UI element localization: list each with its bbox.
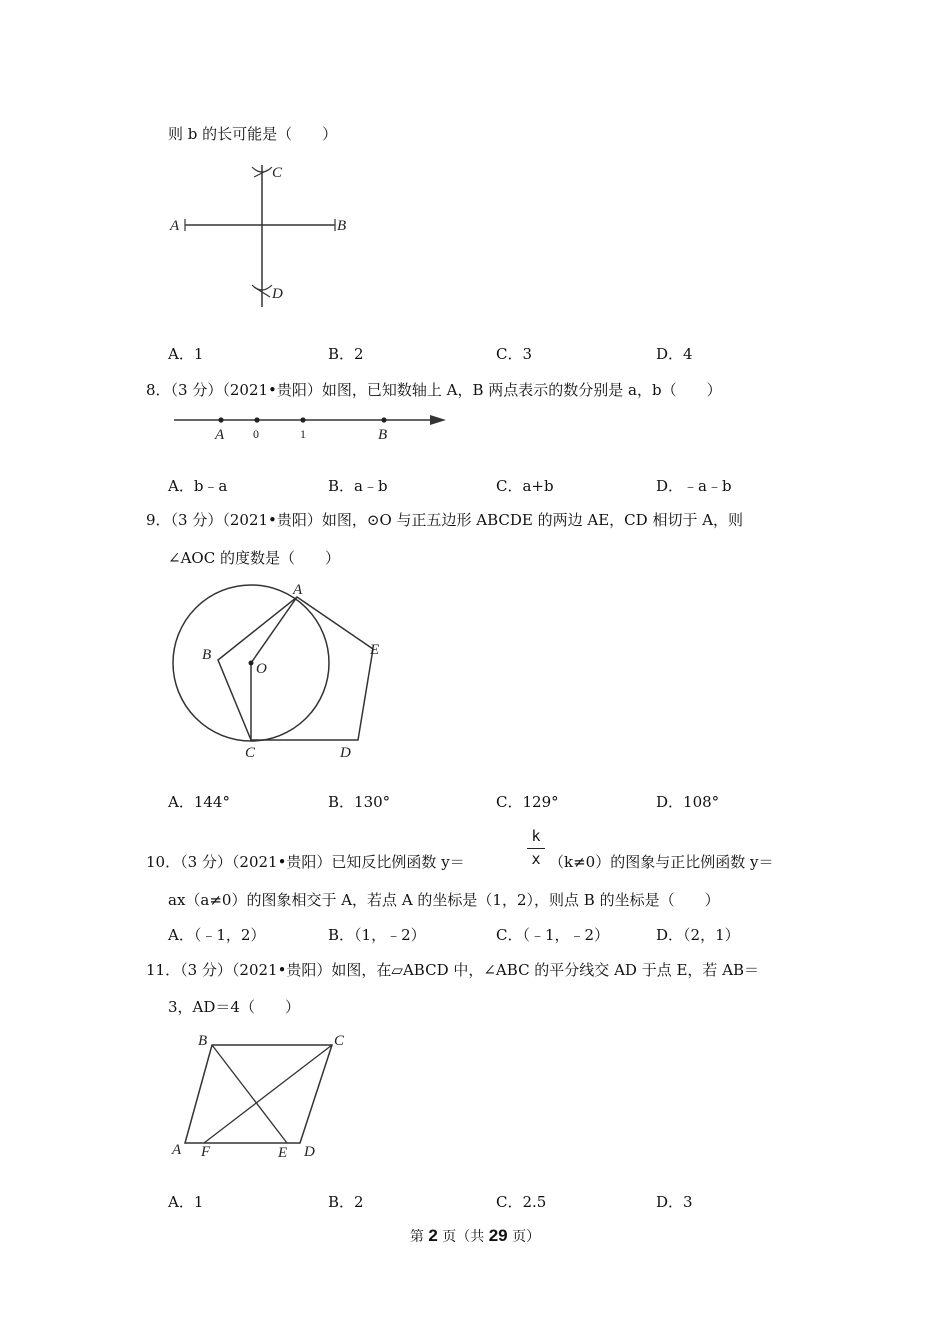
q7-label-c: C	[272, 165, 283, 181]
q10-stem-line1-b: （k≠0）的图象与正比例函数 y＝	[549, 853, 774, 871]
q11-label-a: A	[172, 1142, 182, 1158]
q7-label-b: B	[337, 218, 347, 234]
page-footer	[0, 1226, 950, 1246]
q8-option-b: B．a﹣b	[328, 477, 388, 495]
footer-pre: 第	[409, 1229, 424, 1245]
q9-option-d: D．108°	[656, 793, 720, 811]
q9-option-c: C．129°	[496, 793, 559, 811]
q8-point-a	[218, 417, 223, 422]
q8-point-b	[381, 417, 386, 422]
q9-label-c: C	[245, 745, 256, 761]
q7-option-a: A．1	[168, 345, 204, 363]
q11-label-e: E	[278, 1145, 288, 1161]
q7-label-d: D	[272, 286, 283, 302]
q9-label-b: B	[202, 647, 212, 663]
q8-stem: 8．（3 分）（2021•贵阳）如图，已知数轴上 A，B 两点表示的数分别是 a，b（ ）	[146, 381, 722, 399]
q11-label-b: B	[198, 1033, 208, 1049]
q7-option-b: B．2	[328, 345, 364, 363]
q8-point-one	[300, 417, 305, 422]
q8-label-b: B	[378, 427, 388, 443]
q10-option-c: C．（﹣1，﹣2）	[496, 926, 610, 944]
q9-figure	[160, 578, 400, 763]
q8-point-zero	[254, 417, 259, 422]
q8-label-a: A	[215, 427, 225, 443]
q10-option-b: B．（1，﹣2）	[328, 926, 426, 944]
q8-number-line	[160, 405, 460, 450]
q7-figure	[160, 155, 360, 315]
q11-label-f: F	[201, 1144, 211, 1160]
q11-figure	[160, 1025, 360, 1165]
q8-option-d: D．﹣a﹣b	[656, 477, 732, 495]
q11-option-d: D．3	[656, 1193, 693, 1211]
q11-label-d: D	[304, 1144, 315, 1160]
q9-label-a: A	[293, 582, 303, 598]
q11-option-c: C．2.5	[496, 1193, 547, 1211]
q8-label-zero: 0	[253, 427, 259, 441]
q10-stem-line1-a: 10．（3 分）（2021•贵阳）已知反比例函数 y＝	[146, 853, 465, 871]
q10-option-d: D．（2，1）	[656, 926, 740, 944]
q9-stem-line2: ∠AOC 的度数是（ ）	[168, 549, 340, 567]
q8-label-one: 1	[300, 427, 306, 441]
q11-stem-line1: 11．（3 分）（2021•贵阳）如图，在▱ABCD 中，∠ABC 的平分线交 AD 于点 E，若 AB＝	[146, 961, 760, 979]
q8-option-c: C．a+b	[496, 477, 554, 495]
q10-fraction-denominator: x	[531, 850, 541, 868]
footer-total-pages: 29	[488, 1226, 508, 1245]
q9-label-e: E	[370, 642, 380, 658]
q9-stem-line1: 9．（3 分）（2021•贵阳）如图，⊙O 与正五边形 ABCDE 的两边 AE，CD 相切于 A，则	[146, 511, 744, 529]
q11-option-a: A．1	[168, 1193, 204, 1211]
q10-option-a: A．（﹣1，2）	[168, 926, 266, 944]
q11-option-b: B．2	[328, 1193, 364, 1211]
q10-fraction-numerator: k	[531, 827, 541, 845]
q10-fraction	[527, 827, 545, 871]
q10-fraction-bar	[527, 848, 545, 849]
footer-post: 页）	[512, 1229, 541, 1245]
q9-option-a: A．144°	[168, 793, 230, 811]
q7-intro: 则 b 的长可能是（ ）	[168, 125, 338, 143]
q7-option-c: C．3	[496, 345, 533, 363]
q9-label-d: D	[340, 745, 351, 761]
q7-label-a: A	[170, 218, 180, 234]
q11-label-c: C	[334, 1033, 345, 1049]
q7-option-d: D．4	[656, 345, 693, 363]
q9-label-o: O	[256, 661, 267, 677]
footer-page-number: 2	[428, 1226, 438, 1245]
q10-stem-line2: ax（a≠0）的图象相交于 A，若点 A 的坐标是（1，2），则点 B 的坐标是（ ）	[168, 891, 720, 909]
footer-mid: 页（共	[442, 1229, 485, 1245]
q9-option-b: B．130°	[328, 793, 391, 811]
q8-option-a: A．b﹣a	[168, 477, 228, 495]
q11-stem-line2: 3，AD＝4（ ）	[168, 998, 300, 1016]
